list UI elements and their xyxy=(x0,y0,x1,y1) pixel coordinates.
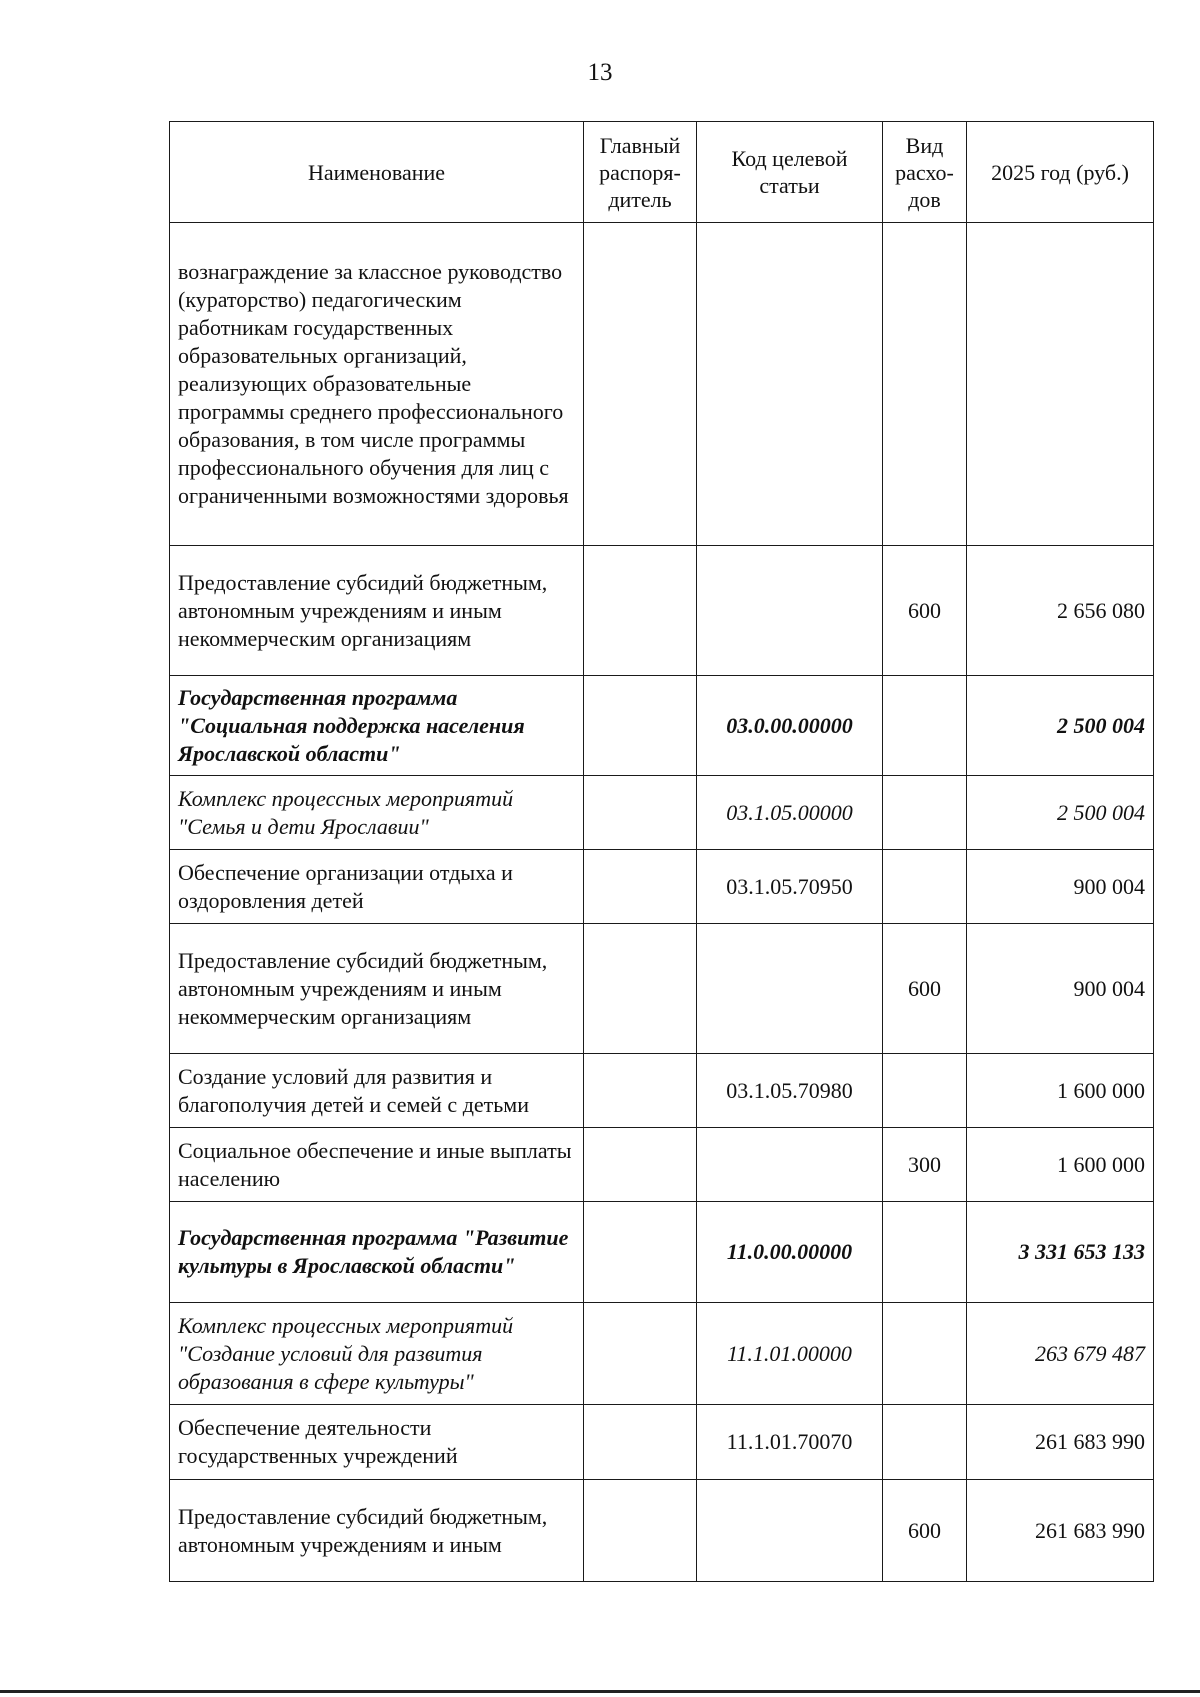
row-kind: 600 xyxy=(883,546,967,676)
row-name: Предоставление субсидий бюджетным, автономным учреждениям и иным некоммерческим организациям xyxy=(170,546,584,676)
row-kind xyxy=(883,676,967,776)
table-row xyxy=(170,676,1154,776)
row-code xyxy=(697,223,883,546)
header-row xyxy=(170,122,1154,223)
row-manager xyxy=(584,924,697,1054)
table-row xyxy=(170,1128,1154,1202)
row-amount: 900 004 xyxy=(967,850,1154,924)
row-amount: 2 500 004 xyxy=(967,676,1154,776)
row-amount: 900 004 xyxy=(967,924,1154,1054)
row-manager xyxy=(584,1128,697,1202)
row-kind xyxy=(883,1054,967,1128)
table-row xyxy=(170,1480,1154,1582)
table-header xyxy=(170,122,1154,223)
budget-table xyxy=(169,121,1154,1582)
row-amount: 2 656 080 xyxy=(967,546,1154,676)
row-name: Обеспечение организации отдыха и оздоровления детей xyxy=(170,850,584,924)
row-kind xyxy=(883,1405,967,1480)
row-manager xyxy=(584,1054,697,1128)
row-name: Предоставление субсидий бюджетным, автономным учреждениям и иным некоммерческим организациям xyxy=(170,924,584,1054)
header-amount: 2025 год (руб.) xyxy=(967,122,1154,223)
row-name: Государственная программа "Развитие культуры в Ярославской области" xyxy=(170,1202,584,1303)
row-amount: 3 331 653 133 xyxy=(967,1202,1154,1303)
row-kind xyxy=(883,776,967,850)
row-manager xyxy=(584,676,697,776)
row-manager xyxy=(584,223,697,546)
row-kind: 300 xyxy=(883,1128,967,1202)
row-code xyxy=(697,546,883,676)
row-code: 11.1.01.00000 xyxy=(697,1303,883,1405)
row-kind xyxy=(883,1303,967,1405)
table-row xyxy=(170,1405,1154,1480)
row-amount: 1 600 000 xyxy=(967,1054,1154,1128)
row-amount xyxy=(967,223,1154,546)
table-row xyxy=(170,223,1154,546)
row-code: 11.0.00.00000 xyxy=(697,1202,883,1303)
table-row xyxy=(170,776,1154,850)
row-amount: 1 600 000 xyxy=(967,1128,1154,1202)
row-code: 03.1.05.00000 xyxy=(697,776,883,850)
row-name: Комплекс процессных мероприятий "Создание условий для развития образования в сфере культуры" xyxy=(170,1303,584,1405)
page-number: 13 xyxy=(587,59,613,86)
row-amount: 261 683 990 xyxy=(967,1405,1154,1480)
row-name: Государственная программа "Социальная поддержка населения Ярославской области" xyxy=(170,676,584,776)
header-code: Код целевой статьи xyxy=(697,122,883,223)
table-row xyxy=(170,546,1154,676)
row-code: 11.1.01.70070 xyxy=(697,1405,883,1480)
row-code: 03.1.05.70950 xyxy=(697,850,883,924)
row-kind xyxy=(883,850,967,924)
table-row xyxy=(170,1202,1154,1303)
row-amount: 261 683 990 xyxy=(967,1480,1154,1582)
table-row xyxy=(170,1303,1154,1405)
table-row xyxy=(170,850,1154,924)
row-manager xyxy=(584,1202,697,1303)
row-amount: 263 679 487 xyxy=(967,1303,1154,1405)
row-manager xyxy=(584,1405,697,1480)
table-body xyxy=(170,223,1154,1582)
row-name: Создание условий для развития и благополучия детей и семей с детьми xyxy=(170,1054,584,1128)
header-manager: Главный распоря-дитель xyxy=(584,122,697,223)
row-code: 03.0.00.00000 xyxy=(697,676,883,776)
row-kind xyxy=(883,223,967,546)
row-kind: 600 xyxy=(883,924,967,1054)
row-code xyxy=(697,924,883,1054)
row-manager xyxy=(584,546,697,676)
row-kind: 600 xyxy=(883,1480,967,1582)
row-kind xyxy=(883,1202,967,1303)
row-manager xyxy=(584,776,697,850)
table-row xyxy=(170,1054,1154,1128)
row-manager xyxy=(584,850,697,924)
row-code xyxy=(697,1480,883,1582)
row-code xyxy=(697,1128,883,1202)
row-name: Обеспечение деятельности государственных учреждений xyxy=(170,1405,584,1480)
row-manager xyxy=(584,1480,697,1582)
header-kind: Вид расхо-дов xyxy=(883,122,967,223)
row-manager xyxy=(584,1303,697,1405)
header-name: Наименование xyxy=(170,122,584,223)
row-name: вознаграждение за классное руководство (кураторство) педагогическим работникам государственных образовательных организаций, реализующих образовательные программы среднего профессионального образования, в том числе программы профессионального обучения для лиц с ограниченными возможностями здоровья xyxy=(170,223,584,546)
row-amount: 2 500 004 xyxy=(967,776,1154,850)
row-code: 03.1.05.70980 xyxy=(697,1054,883,1128)
row-name: Социальное обеспечение и иные выплаты населению xyxy=(170,1128,584,1202)
row-name: Предоставление субсидий бюджетным, автономным учреждениям и иным xyxy=(170,1480,584,1582)
table-row xyxy=(170,924,1154,1054)
row-name: Комплекс процессных мероприятий "Семья и дети Ярославии" xyxy=(170,776,584,850)
page-bottom-rule xyxy=(0,1690,1200,1693)
